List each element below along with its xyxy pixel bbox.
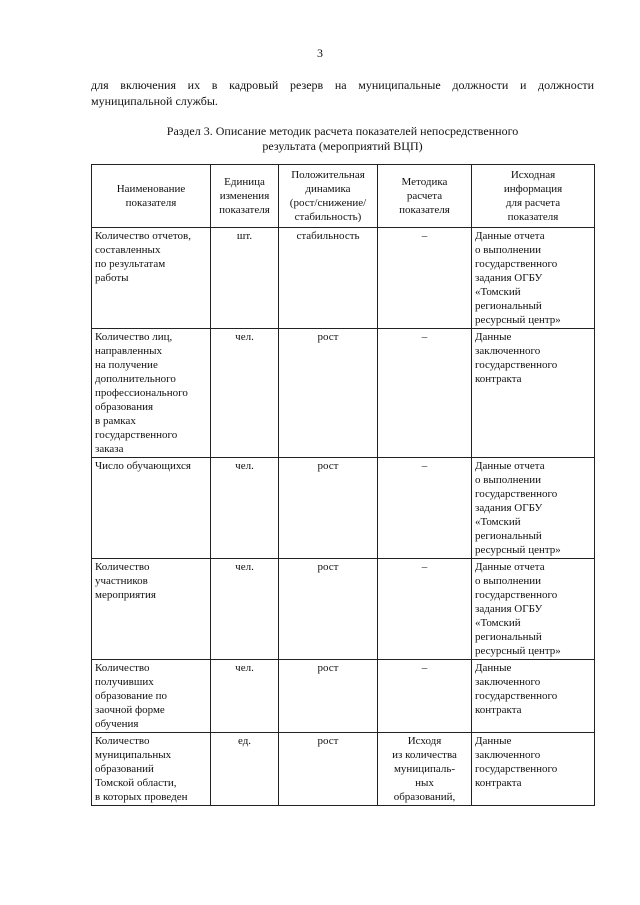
cell-line: Данные xyxy=(475,331,512,343)
cell-line: муниципальных xyxy=(95,749,172,761)
intro-line: муниципальной службы. xyxy=(91,94,218,108)
cell-line: образований, xyxy=(393,791,456,803)
cell-line: ресурсный центр» xyxy=(475,544,561,556)
table-row xyxy=(92,228,595,329)
cell-line: участников xyxy=(95,575,148,587)
intro-paragraph xyxy=(91,77,594,109)
cell-line: Количество лиц, xyxy=(95,331,173,343)
cell-line: Положительная xyxy=(291,169,365,181)
header-method xyxy=(378,165,472,228)
cell-line: стабильность) xyxy=(294,211,362,223)
cell-line: – xyxy=(421,662,428,674)
cell-line: ных xyxy=(415,777,434,789)
cell-line: о выполнении xyxy=(475,244,541,256)
cell-line: показателя xyxy=(507,211,559,223)
cell-line: о выполнении xyxy=(475,575,541,587)
cell-unit: ед. xyxy=(211,733,279,806)
cell-line: работы xyxy=(95,272,129,284)
table-row xyxy=(92,458,595,559)
cell-indicator-name xyxy=(92,559,211,660)
cell-line: Количество xyxy=(95,561,150,573)
cell-line: для расчета xyxy=(505,197,561,209)
cell-line: Количество xyxy=(95,735,150,747)
cell-line: государственного xyxy=(475,258,558,270)
cell-line: заключенного xyxy=(475,749,541,761)
cell-line: «Томский xyxy=(475,286,521,298)
cell-line: мероприятия xyxy=(95,589,156,601)
cell-line: ресурсный центр» xyxy=(475,645,561,657)
cell-line: показателя xyxy=(399,204,450,216)
cell-line: государственного xyxy=(475,359,558,371)
table-row xyxy=(92,733,595,806)
cell-indicator-name xyxy=(92,660,211,733)
cell-line: задания ОГБУ xyxy=(475,603,543,615)
table-row xyxy=(92,329,595,458)
cell-line: Наименование xyxy=(116,183,186,195)
cell-line: государственного xyxy=(475,763,558,775)
cell-line: муниципаль- xyxy=(393,763,456,775)
cell-line: ресурсный центр» xyxy=(475,314,561,326)
cell-line: Томской области, xyxy=(95,777,177,789)
cell-line: контракта xyxy=(475,373,522,385)
cell-line: образования xyxy=(95,401,154,413)
cell-line: Число обучающихся xyxy=(95,460,191,472)
cell-line: «Томский xyxy=(475,617,521,629)
cell-line: – xyxy=(421,331,428,343)
page-number: 3 xyxy=(317,46,323,60)
cell-unit: чел. xyxy=(211,559,279,660)
cell-line: контракта xyxy=(475,777,522,789)
cell-line: государственного xyxy=(475,589,558,601)
table-header-row xyxy=(92,165,595,228)
cell-indicator-name xyxy=(92,458,211,559)
cell-line: региональный xyxy=(475,530,542,542)
cell-line: образование по xyxy=(95,690,167,702)
cell-indicator-name xyxy=(92,228,211,329)
cell-method xyxy=(378,329,472,458)
cell-line: динамика xyxy=(305,183,351,195)
cell-dynamics: рост xyxy=(279,559,378,660)
cell-dynamics: стабильность xyxy=(279,228,378,329)
cell-line: получивших xyxy=(95,676,154,688)
cell-line: заключенного xyxy=(475,676,541,688)
cell-source xyxy=(472,559,595,660)
cell-line: задания ОГБУ xyxy=(475,272,543,284)
cell-unit: чел. xyxy=(211,660,279,733)
cell-line: заочной форме xyxy=(95,704,165,716)
cell-line: контракта xyxy=(475,704,522,716)
cell-line: Данные xyxy=(475,662,512,674)
cell-dynamics: рост xyxy=(279,458,378,559)
cell-line: направленных xyxy=(95,345,162,357)
cell-line: о выполнении xyxy=(475,474,541,486)
cell-method xyxy=(378,559,472,660)
cell-line: государственного xyxy=(475,488,558,500)
cell-dynamics: рост xyxy=(279,660,378,733)
cell-line: в которых проведен xyxy=(95,791,188,803)
cell-line: Единица xyxy=(224,176,265,188)
cell-line: Данные отчета xyxy=(475,230,545,242)
cell-line: задания ОГБУ xyxy=(475,502,543,514)
cell-line: «Томский xyxy=(475,516,521,528)
header-dynamics xyxy=(279,165,378,228)
cell-line: – xyxy=(421,561,428,573)
cell-source xyxy=(472,329,595,458)
cell-method xyxy=(378,228,472,329)
cell-line: (рост/снижение/ xyxy=(289,197,367,209)
cell-line: показателя xyxy=(125,197,177,209)
cell-method xyxy=(378,733,472,806)
cell-source xyxy=(472,228,595,329)
cell-line: Данные отчета xyxy=(475,460,545,472)
cell-line: заключенного xyxy=(475,345,541,357)
cell-line: заказа xyxy=(95,443,124,455)
cell-source xyxy=(472,733,595,806)
table-body xyxy=(92,228,595,806)
intro-line: для включения их в кадровый резерв на муниципальные должности и должности xyxy=(91,78,594,92)
table-row xyxy=(92,559,595,660)
cell-line: Количество xyxy=(95,662,150,674)
cell-line: образований xyxy=(95,763,154,775)
cell-line: Методика xyxy=(401,176,448,188)
cell-line: составленных xyxy=(95,244,161,256)
cell-line: Исходная xyxy=(510,169,556,181)
section-title-line: результата (мероприятий ВЦП) xyxy=(262,139,423,153)
cell-line: по результатам xyxy=(95,258,166,270)
cell-line: государственного xyxy=(95,429,178,441)
indicators-table xyxy=(91,164,595,806)
cell-line: из количества xyxy=(392,749,457,761)
cell-method xyxy=(378,660,472,733)
section-title xyxy=(91,124,594,154)
cell-line: расчета xyxy=(406,190,443,202)
cell-line: региональный xyxy=(475,300,542,312)
cell-line: Количество отчетов, xyxy=(95,230,191,242)
cell-line: Данные xyxy=(475,735,512,747)
cell-source xyxy=(472,660,595,733)
cell-line: региональный xyxy=(475,631,542,643)
cell-line: дополнительного xyxy=(95,373,176,385)
cell-method xyxy=(378,458,472,559)
cell-line: – xyxy=(421,460,428,472)
header-unit xyxy=(211,165,279,228)
cell-line: изменения xyxy=(219,190,270,202)
cell-line: на получение xyxy=(95,359,158,371)
cell-unit: шт. xyxy=(211,228,279,329)
header-source xyxy=(472,165,595,228)
cell-dynamics: рост xyxy=(279,329,378,458)
cell-line: Данные отчета xyxy=(475,561,545,573)
table-row xyxy=(92,660,595,733)
cell-source xyxy=(472,458,595,559)
cell-unit: чел. xyxy=(211,458,279,559)
cell-line: государственного xyxy=(475,690,558,702)
cell-line: профессионального xyxy=(95,387,188,399)
cell-indicator-name xyxy=(92,733,211,806)
header-indicator-name xyxy=(92,165,211,228)
cell-line: информация xyxy=(503,183,563,195)
cell-unit: чел. xyxy=(211,329,279,458)
section-title-line: Раздел 3. Описание методик расчета показателей непосредственного xyxy=(166,124,519,138)
cell-line: обучения xyxy=(95,718,139,730)
cell-dynamics: рост xyxy=(279,733,378,806)
cell-line: Исходя xyxy=(407,735,442,747)
cell-line: – xyxy=(421,230,428,242)
cell-line: в рамках xyxy=(95,415,136,427)
cell-line: показателя xyxy=(219,204,270,216)
cell-indicator-name xyxy=(92,329,211,458)
